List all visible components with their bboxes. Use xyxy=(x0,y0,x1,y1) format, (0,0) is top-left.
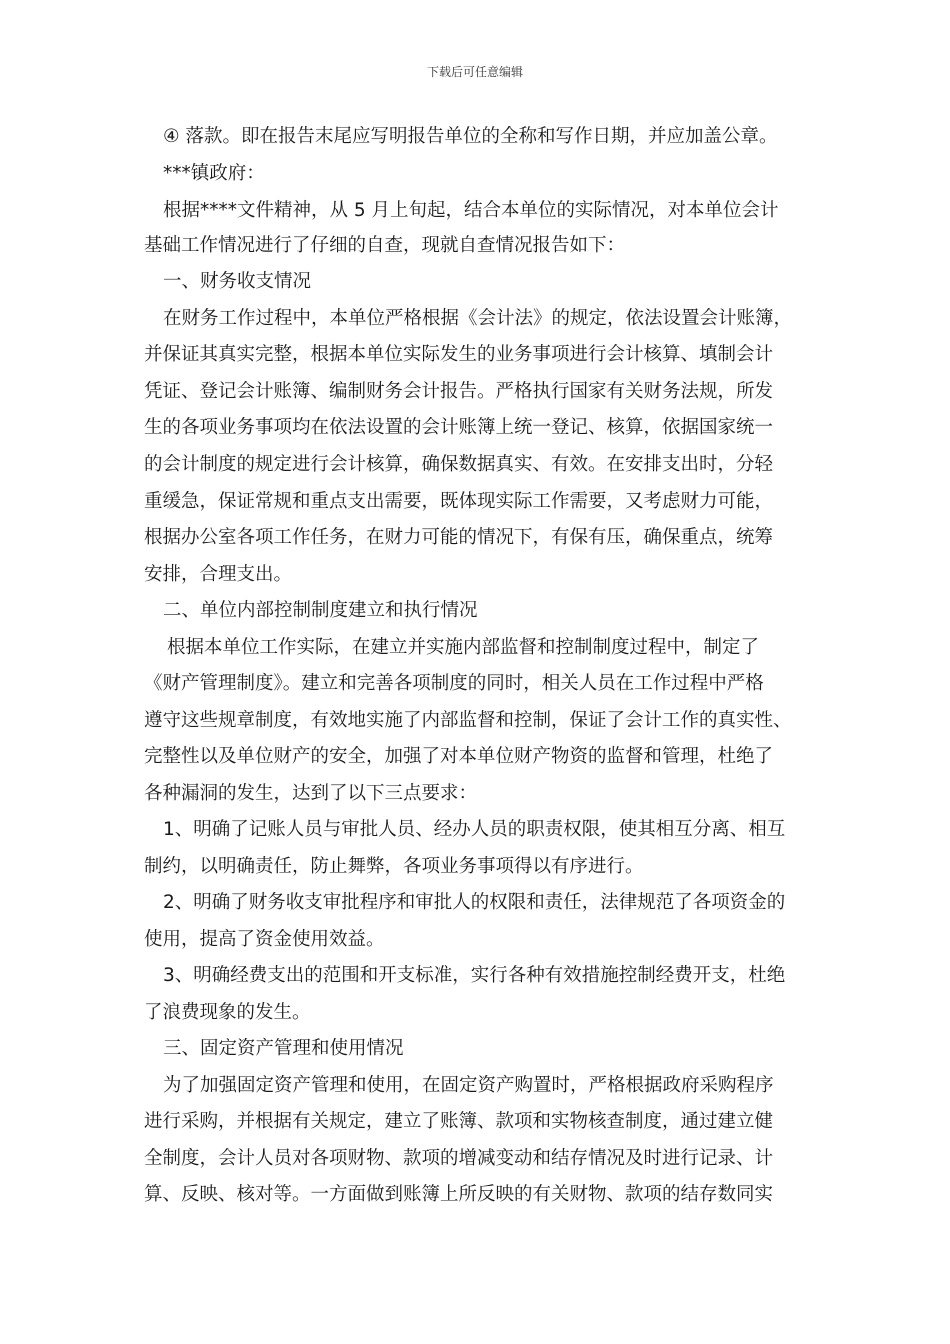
list-item: 3、明确经费支出的范围和开支标准，实行各种有效措施控制经费开支，杜绝 xyxy=(163,965,786,986)
paragraph-line: 算、反映、核对等。一方面做到账簿上所反映的有关财物、款项的结存数同实 xyxy=(144,1184,774,1205)
paragraph-line: 制约，以明确责任，防止舞弊，各项业务事项得以有序进行。 xyxy=(144,856,644,877)
paragraph-line: 根据办公室各项工作任务，在财力可能的情况下，有保有压，确保重点，统筹 xyxy=(144,527,774,548)
paragraph-line: 的会计制度的规定进行会计核算，确保数据真实、有效。在安排支出时，分轻 xyxy=(144,454,774,475)
paragraph-line: 并保证其真实完整，根据本单位实际发生的业务事项进行会计核算、填制会计 xyxy=(144,344,774,365)
paragraph-line: 基础工作情况进行了仔细的自查，现就自查情况报告如下： xyxy=(144,235,626,256)
list-item: 2、明确了财务收支审批程序和审批人的权限和责任，法律规范了各项资金的 xyxy=(163,892,786,913)
paragraph-line: ④ 落款。即在报告末尾应写明报告单位的全称和写作日期，并应加盖公章。 xyxy=(163,126,778,147)
paragraph-line: 遵守这些规章制度，有效地实施了内部监督和控制，保证了会计工作的真实性、 xyxy=(144,710,792,731)
paragraph-line: 全制度，会计人员对各项财物、款项的增减变动和结存情况及时进行记录、计 xyxy=(144,1148,774,1169)
section-heading: 二、单位内部控制制度建立和执行情况 xyxy=(163,600,478,621)
paragraph-line: 《财产管理制度》。建立和完善各项制度的同时，相关人员在工作过程中严格 xyxy=(144,673,764,694)
paragraph-line: 生的各项业务事项均在依法设置的会计账簿上统一登记、核算，依据国家统一 xyxy=(144,417,774,438)
paragraph-line: 根据本单位工作实际，在建立并实施内部监督和控制制度过程中，制定了 xyxy=(167,637,760,658)
paragraph-line: 进行采购，并根据有关规定，建立了账簿、款项和实物核查制度，通过建立健 xyxy=(144,1111,774,1132)
list-item: 1、明确了记账人员与审批人员、经办人员的职责权限，使其相互分离、相互 xyxy=(163,819,786,840)
page-header: 下载后可任意编辑 xyxy=(426,65,523,79)
section-heading: 一、财务收支情况 xyxy=(163,271,312,292)
paragraph-line: 安排，合理支出。 xyxy=(144,564,293,585)
section-heading: 三、固定资产管理和使用情况 xyxy=(163,1038,404,1059)
paragraph-line: 凭证、登记会计账簿、编制财务会计报告。严格执行国家有关财务法规，所发 xyxy=(144,381,774,402)
paragraph-line: 根据****文件精神，从 5 月上旬起，结合本单位的实际情况，对本单位会计 xyxy=(163,200,779,221)
paragraph-line: 了浪费现象的发生。 xyxy=(144,1002,311,1023)
paragraph-line: 使用，提高了资金使用效益。 xyxy=(144,929,385,950)
paragraph-line: 重缓急，保证常规和重点支出需要，既体现实际工作需要，又考虑财力可能， xyxy=(144,491,774,512)
paragraph-line: ***镇政府： xyxy=(163,163,265,184)
paragraph-line: 各种漏洞的发生，达到了以下三点要求： xyxy=(144,783,478,804)
paragraph-line: 在财务工作过程中，本单位严格根据《会计法》的规定，依法设置会计账簿， xyxy=(163,308,793,329)
paragraph-line: 为了加强固定资产管理和使用，在固定资产购置时，严格根据政府采购程序 xyxy=(163,1075,774,1096)
paragraph-line: 完整性以及单位财产的安全，加强了对本单位财产物资的监督和管理，杜绝了 xyxy=(144,746,774,767)
